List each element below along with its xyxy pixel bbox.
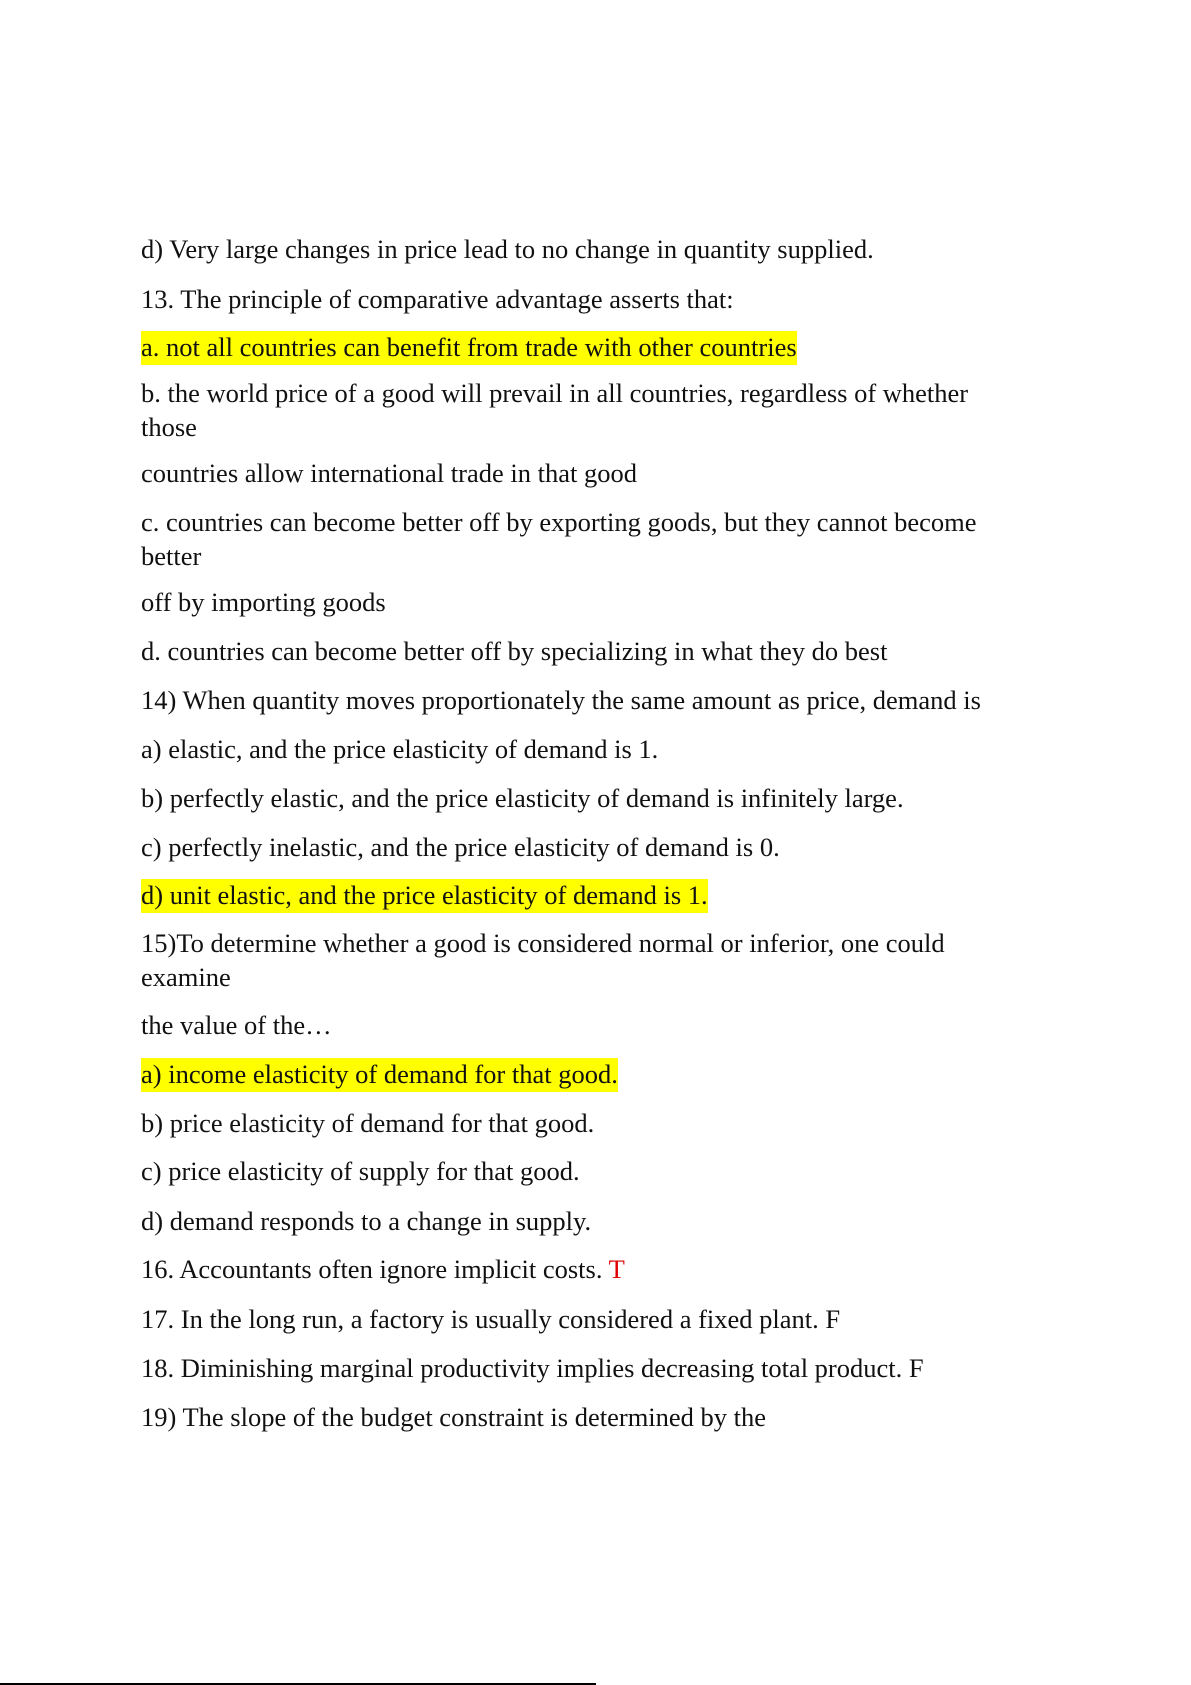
answer-mark-red: T	[608, 1254, 625, 1284]
question-text: the value of the…	[141, 1010, 332, 1040]
option-text: d) demand responds to a change in supply.	[141, 1206, 592, 1236]
highlighted-answer: a) income elasticity of demand for that good.	[141, 1058, 618, 1092]
option-text: c) perfectly inelastic, and the price elasticity of demand is 0.	[141, 832, 780, 862]
option-text: a) elastic, and the price elasticity of demand is 1.	[141, 734, 659, 764]
option-13a-highlighted	[141, 330, 1021, 364]
option-13b	[141, 376, 1021, 444]
question-15	[141, 926, 1021, 994]
question-text: 14) When quantity moves proportionately the same amount as price, demand is	[141, 685, 981, 715]
option-14d-highlighted	[141, 878, 1021, 912]
question-text: 18. Diminishing marginal productivity implies decreasing total product. F	[141, 1353, 924, 1383]
option-text: c) price elasticity of supply for that good.	[141, 1156, 580, 1186]
question-text: 19) The slope of the budget constraint is determined by the	[141, 1402, 767, 1432]
question-16	[141, 1252, 1021, 1286]
highlighted-answer: d) unit elastic, and the price elasticity of demand is 1.	[141, 879, 708, 913]
option-14a	[141, 732, 1021, 766]
option-text: c. countries can become better off by exporting goods, but they cannot become better	[141, 507, 977, 571]
option-15d	[141, 1204, 1021, 1238]
option-13b-continued	[141, 456, 1021, 490]
option-14b	[141, 781, 1021, 815]
option-15a-highlighted	[141, 1057, 1021, 1091]
question-19	[141, 1400, 1021, 1434]
option-14c	[141, 830, 1021, 864]
question-text: 16. Accountants often ignore implicit costs.	[141, 1254, 603, 1284]
option-text: d) Very large changes in price lead to no change in quantity supplied.	[141, 234, 874, 264]
option-text: d. countries can become better off by specializing in what they do best	[141, 636, 888, 666]
question-text: 13. The principle of comparative advantage asserts that:	[141, 284, 734, 314]
question-text: 17. In the long run, a factory is usually considered a fixed plant. F	[141, 1304, 841, 1334]
question-17	[141, 1302, 1021, 1336]
option-15c	[141, 1154, 1021, 1188]
question-15-continued	[141, 1008, 1021, 1042]
option-15b	[141, 1106, 1021, 1140]
option-text: b. the world price of a good will prevail in all countries, regardless of whether those	[141, 378, 969, 442]
option-13c-continued	[141, 585, 1021, 619]
option-13c	[141, 505, 1021, 573]
option-text: off by importing goods	[141, 587, 386, 617]
highlighted-answer: a. not all countries can benefit from trade with other countries	[141, 331, 797, 365]
question-13	[141, 282, 1021, 316]
option-13d	[141, 634, 1021, 668]
option-text: countries allow international trade in that good	[141, 458, 637, 488]
option-text: b) price elasticity of demand for that good.	[141, 1108, 595, 1138]
option-text: b) perfectly elastic, and the price elasticity of demand is infinitely large.	[141, 783, 904, 813]
question-text: 15)To determine whether a good is considered normal or inferior, one could examine	[141, 928, 945, 992]
option-12d	[141, 232, 1021, 266]
question-18	[141, 1351, 1021, 1385]
question-14	[141, 683, 1021, 717]
